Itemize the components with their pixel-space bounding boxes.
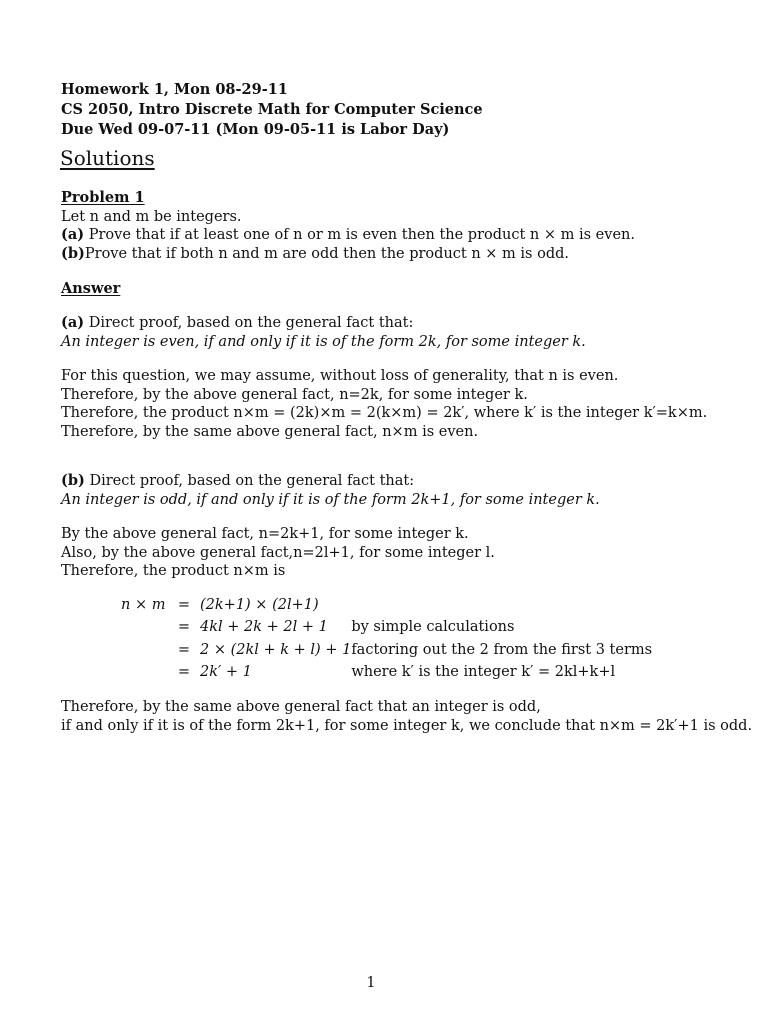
answer-a-fact: An integer is even, if and only if it is of the form 2k, for some integer k. <box>61 333 586 350</box>
equation-note: by simple calculations <box>351 619 515 636</box>
equation-note: where k′ is the integer k′ = 2kl+k+l <box>351 664 616 681</box>
solutions-title: Solutions <box>60 146 155 170</box>
answer-b-intro <box>61 472 600 491</box>
equation-expression: 2k′ + 1 <box>200 664 252 681</box>
equation-relation: = <box>177 664 191 681</box>
part-b-label: (b) <box>61 244 85 262</box>
conclusion-line: if and only if it is of the form 2k+1, for some integer k, we conclude that n×m = 2k′+1 is odd. <box>61 717 753 734</box>
equation-row <box>121 617 652 640</box>
equation-relation: = <box>177 641 191 658</box>
answer-a-proof <box>61 367 707 441</box>
equation-expression: (2k+1) × (2l+1) <box>200 596 319 613</box>
answer-a-line: Therefore, the product n×m = (2k)×m = 2(k×m) = 2k′, where k′ is the integer k′=k×m. <box>61 405 708 422</box>
product-equation <box>121 594 652 684</box>
problem-intro: Let n and m be integers. <box>61 208 242 225</box>
problem-section <box>61 189 635 263</box>
answer-b-intro-text: Direct proof, based on the general fact that: <box>84 473 415 489</box>
answer-a-intro-text: Direct proof, based on the general fact that: <box>84 315 414 331</box>
answer-a-line: Therefore, by the same above general fact, n×m is even. <box>61 423 479 440</box>
equation-row <box>121 594 652 617</box>
equation-row <box>121 639 652 662</box>
part-a-label: (a) <box>61 226 85 244</box>
part-a-text: Prove that if at least one of n or m is even then the product n × m is even. <box>84 227 635 244</box>
answer-b-proof <box>61 525 495 581</box>
part-b-text: Prove that if both n and m are odd then the product n × m is odd. <box>84 245 569 262</box>
header-line-3: Due Wed 09-07-11 (Mon 09-05-11 is Labor Day) <box>61 121 450 138</box>
equation-note: factoring out the 2 from the first 3 terms <box>351 641 653 658</box>
answer-part-a <box>61 314 586 351</box>
equation-row <box>121 662 652 685</box>
equation-relation: = <box>177 619 191 636</box>
answer-a-intro <box>61 314 586 333</box>
answer-part-b <box>61 472 600 509</box>
header-line-2: CS 2050, Intro Discrete Math for Computer Science <box>61 101 483 118</box>
answer-a-line: Therefore, by the above general fact, n=2k, for some integer k. <box>61 386 528 403</box>
answer-b-line: By the above general fact, n=2k+1, for some integer k. <box>61 526 469 542</box>
equation-lhs: n × m <box>121 596 166 613</box>
answer-heading: Answer <box>61 280 121 297</box>
problem-part-a <box>61 226 635 245</box>
answer-b-line: Also, by the above general fact,n=2l+1, for some integer l. <box>61 544 495 561</box>
answer-b-conclusion <box>61 698 752 735</box>
equation-expression: 4kl + 2k + 2l + 1 <box>200 619 328 636</box>
problem-part-b <box>61 245 635 264</box>
page-number: 1 <box>366 975 376 991</box>
answer-a-label: (a) <box>61 314 85 331</box>
answer-a-line: For this question, we may assume, without loss of generality, that n is even. <box>61 368 619 384</box>
document-header <box>61 81 483 141</box>
answer-b-line: Therefore, the product n×m is <box>61 563 286 580</box>
equation-expression: 2 × (2kl + k + l) + 1 <box>200 641 352 658</box>
equation-note <box>351 594 652 617</box>
problem-heading: Problem 1 <box>61 189 145 206</box>
conclusion-line: Therefore, by the same above general fact that an integer is odd, <box>61 699 541 715</box>
equation-relation: = <box>177 596 191 613</box>
answer-b-fact: An integer is odd, if and only if it is of the form 2k+1, for some integer k. <box>61 491 600 508</box>
answer-b-label: (b) <box>61 472 85 489</box>
header-line-1: Homework 1, Mon 08-29-11 <box>61 81 288 98</box>
